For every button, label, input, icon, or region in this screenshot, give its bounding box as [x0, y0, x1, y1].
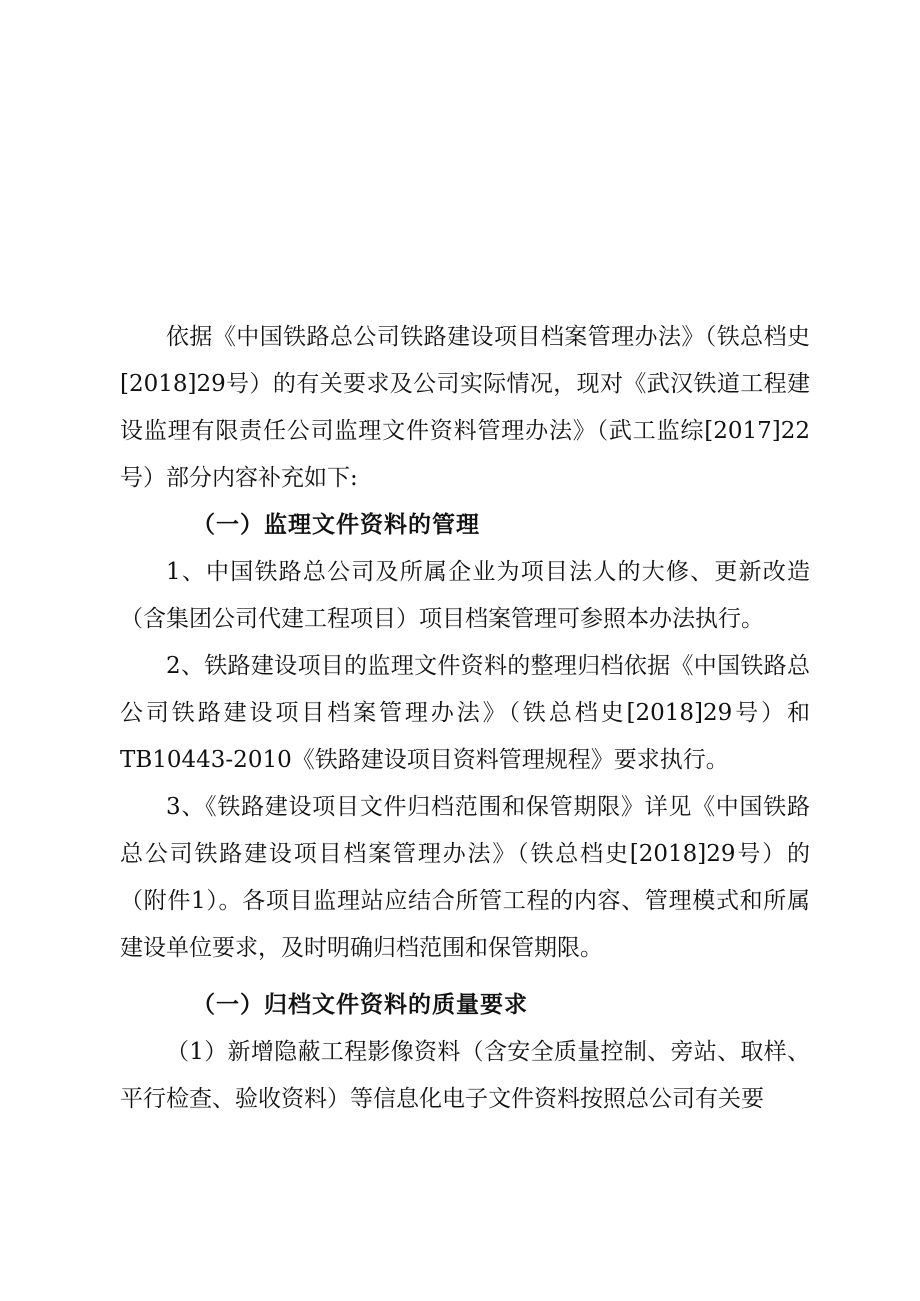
section-1-item-3: 3、《铁路建设项目文件归档范围和保管期限》详见《中国铁路总公司铁路建设项目档案管理办法》（铁总档史[2018]29号）的（附件1）。各项目监理站应结合所管工程的内容、管理模式和所属建设单位要求，及时明确归档范围和保管期限。	[120, 794, 810, 961]
section-heading-document-management: （一）监理文件资料的管理	[192, 512, 480, 538]
section-2-item-1: （1）新增隐蔽工程影像资料（含安全质量控制、旁站、取样、平行检查、验收资料）等信息化电子文件资料按照总公司有关要	[120, 1039, 810, 1112]
section-heading-quality-requirements: （一）归档文件资料的质量要求	[192, 992, 528, 1018]
intro-paragraph: 依据《中国铁路总公司铁路建设项目档案管理办法》（铁总档史[2018]29号）的有关要求及公司实际情况，现对《武汉铁道工程建设监理有限责任公司监理文件资料管理办法》（武工监综[2017]22号）部分内容补充如下:	[120, 324, 810, 491]
section-1-item-1: 1、中国铁路总公司及所属企业为项目法人的大修、更新改造（含集团公司代建工程项目）项目档案管理可参照本办法执行。	[120, 559, 810, 632]
section-1-item-2: 2、铁路建设项目的监理文件资料的整理归档依据《中国铁路总公司铁路建设项目档案管理办法》（铁总档史[2018]29号）和TB10443-2010《铁路建设项目资料管理规程》要求执行。	[120, 653, 810, 773]
document-body	[120, 314, 810, 1123]
